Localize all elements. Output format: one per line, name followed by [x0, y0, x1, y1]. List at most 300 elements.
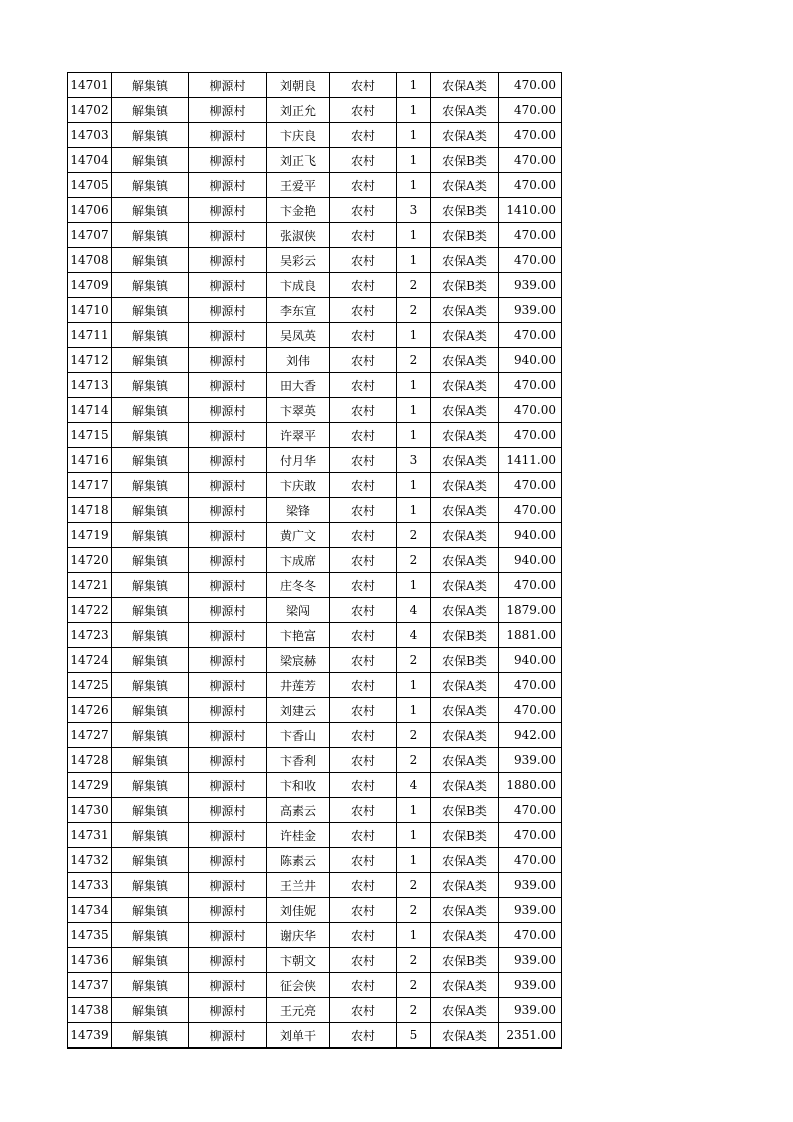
cell-name: 刘单干 [267, 1023, 330, 1049]
cell-id: 14730 [68, 798, 112, 823]
table-row [68, 848, 562, 873]
cell-category: 农村 [330, 248, 397, 273]
cell-category: 农村 [330, 1023, 397, 1049]
cell-type: 农保A类 [431, 723, 499, 748]
table-row [68, 148, 562, 173]
cell-village: 柳源村 [189, 598, 267, 623]
table-row [68, 998, 562, 1023]
cell-amount: 470.00 [499, 398, 562, 423]
cell-count: 1 [397, 498, 431, 523]
cell-type: 农保A类 [431, 398, 499, 423]
table-row [68, 723, 562, 748]
cell-id: 14705 [68, 173, 112, 198]
cell-village: 柳源村 [189, 273, 267, 298]
cell-count: 1 [397, 248, 431, 273]
cell-id: 14733 [68, 873, 112, 898]
cell-village: 柳源村 [189, 523, 267, 548]
cell-name: 卞成良 [267, 273, 330, 298]
cell-count: 1 [397, 123, 431, 148]
table-row [68, 773, 562, 798]
cell-id: 14704 [68, 148, 112, 173]
cell-type: 农保A类 [431, 423, 499, 448]
cell-amount: 1879.00 [499, 598, 562, 623]
cell-name: 卞庆敢 [267, 473, 330, 498]
cell-name: 征会侠 [267, 973, 330, 998]
cell-town: 解集镇 [112, 648, 189, 673]
cell-name: 卞香山 [267, 723, 330, 748]
cell-id: 14725 [68, 673, 112, 698]
benefit-table [67, 72, 562, 1049]
cell-village: 柳源村 [189, 998, 267, 1023]
cell-name: 吴彩云 [267, 248, 330, 273]
cell-amount: 1410.00 [499, 198, 562, 223]
cell-name: 王元亮 [267, 998, 330, 1023]
cell-name: 刘建云 [267, 698, 330, 723]
cell-id: 14738 [68, 998, 112, 1023]
cell-village: 柳源村 [189, 848, 267, 873]
cell-count: 2 [397, 348, 431, 373]
cell-town: 解集镇 [112, 98, 189, 123]
cell-amount: 470.00 [499, 148, 562, 173]
table-row [68, 398, 562, 423]
cell-town: 解集镇 [112, 998, 189, 1023]
cell-category: 农村 [330, 123, 397, 148]
cell-town: 解集镇 [112, 573, 189, 598]
cell-id: 14721 [68, 573, 112, 598]
cell-id: 14735 [68, 923, 112, 948]
cell-village: 柳源村 [189, 298, 267, 323]
cell-type: 农保A类 [431, 598, 499, 623]
cell-category: 农村 [330, 98, 397, 123]
cell-id: 14711 [68, 323, 112, 348]
cell-town: 解集镇 [112, 273, 189, 298]
cell-category: 农村 [330, 923, 397, 948]
cell-count: 2 [397, 723, 431, 748]
cell-count: 1 [397, 673, 431, 698]
cell-id: 14722 [68, 598, 112, 623]
cell-category: 农村 [330, 748, 397, 773]
cell-amount: 470.00 [499, 423, 562, 448]
table-row [68, 223, 562, 248]
cell-town: 解集镇 [112, 498, 189, 523]
cell-type: 农保A类 [431, 348, 499, 373]
cell-amount: 939.00 [499, 948, 562, 973]
cell-count: 1 [397, 423, 431, 448]
cell-category: 农村 [330, 273, 397, 298]
cell-id: 14726 [68, 698, 112, 723]
table-row [68, 98, 562, 123]
table-row [68, 673, 562, 698]
cell-count: 5 [397, 1023, 431, 1049]
cell-count: 2 [397, 298, 431, 323]
cell-village: 柳源村 [189, 798, 267, 823]
cell-town: 解集镇 [112, 598, 189, 623]
cell-name: 卞翠英 [267, 398, 330, 423]
table-row [68, 248, 562, 273]
cell-name: 刘朝良 [267, 73, 330, 98]
cell-amount: 470.00 [499, 223, 562, 248]
cell-name: 王爱平 [267, 173, 330, 198]
cell-category: 农村 [330, 873, 397, 898]
cell-town: 解集镇 [112, 948, 189, 973]
cell-type: 农保A类 [431, 898, 499, 923]
cell-town: 解集镇 [112, 398, 189, 423]
cell-type: 农保B类 [431, 273, 499, 298]
cell-type: 农保A类 [431, 548, 499, 573]
cell-count: 1 [397, 73, 431, 98]
cell-town: 解集镇 [112, 973, 189, 998]
cell-name: 卞艳富 [267, 623, 330, 648]
cell-town: 解集镇 [112, 748, 189, 773]
table-row [68, 898, 562, 923]
cell-amount: 940.00 [499, 348, 562, 373]
cell-village: 柳源村 [189, 723, 267, 748]
cell-name: 王兰井 [267, 873, 330, 898]
cell-type: 农保B类 [431, 223, 499, 248]
table-row [68, 448, 562, 473]
cell-town: 解集镇 [112, 173, 189, 198]
cell-name: 梁宸赫 [267, 648, 330, 673]
cell-id: 14715 [68, 423, 112, 448]
cell-amount: 939.00 [499, 973, 562, 998]
cell-name: 高素云 [267, 798, 330, 823]
cell-count: 1 [397, 798, 431, 823]
cell-town: 解集镇 [112, 73, 189, 98]
cell-amount: 470.00 [499, 373, 562, 398]
cell-count: 4 [397, 598, 431, 623]
cell-town: 解集镇 [112, 798, 189, 823]
cell-town: 解集镇 [112, 898, 189, 923]
cell-count: 2 [397, 973, 431, 998]
cell-town: 解集镇 [112, 698, 189, 723]
cell-count: 3 [397, 448, 431, 473]
cell-town: 解集镇 [112, 773, 189, 798]
cell-type: 农保A类 [431, 1023, 499, 1049]
cell-amount: 940.00 [499, 523, 562, 548]
cell-type: 农保A类 [431, 673, 499, 698]
cell-name: 刘正飞 [267, 148, 330, 173]
cell-type: 农保A类 [431, 473, 499, 498]
cell-village: 柳源村 [189, 773, 267, 798]
cell-amount: 470.00 [499, 248, 562, 273]
cell-amount: 942.00 [499, 723, 562, 748]
cell-name: 卞朝文 [267, 948, 330, 973]
cell-town: 解集镇 [112, 923, 189, 948]
cell-town: 解集镇 [112, 1023, 189, 1049]
cell-type: 农保A类 [431, 923, 499, 948]
table-row [68, 823, 562, 848]
cell-count: 2 [397, 873, 431, 898]
cell-count: 2 [397, 748, 431, 773]
cell-amount: 470.00 [499, 573, 562, 598]
cell-category: 农村 [330, 548, 397, 573]
cell-name: 卞香利 [267, 748, 330, 773]
table-row [68, 198, 562, 223]
cell-id: 14729 [68, 773, 112, 798]
cell-type: 农保A类 [431, 248, 499, 273]
cell-category: 农村 [330, 973, 397, 998]
cell-count: 1 [397, 473, 431, 498]
cell-count: 1 [397, 223, 431, 248]
cell-category: 农村 [330, 698, 397, 723]
cell-type: 农保A类 [431, 298, 499, 323]
cell-count: 1 [397, 698, 431, 723]
cell-name: 庄冬冬 [267, 573, 330, 598]
table-row [68, 1023, 562, 1049]
cell-id: 14706 [68, 198, 112, 223]
cell-id: 14701 [68, 73, 112, 98]
cell-town: 解集镇 [112, 298, 189, 323]
cell-category: 农村 [330, 448, 397, 473]
cell-amount: 470.00 [499, 323, 562, 348]
cell-id: 14703 [68, 123, 112, 148]
cell-village: 柳源村 [189, 548, 267, 573]
cell-town: 解集镇 [112, 673, 189, 698]
cell-village: 柳源村 [189, 123, 267, 148]
cell-id: 14731 [68, 823, 112, 848]
cell-type: 农保A类 [431, 748, 499, 773]
table-row [68, 523, 562, 548]
cell-count: 1 [397, 573, 431, 598]
cell-category: 农村 [330, 723, 397, 748]
cell-id: 14717 [68, 473, 112, 498]
cell-village: 柳源村 [189, 423, 267, 448]
cell-amount: 1881.00 [499, 623, 562, 648]
cell-name: 黄广文 [267, 523, 330, 548]
cell-amount: 940.00 [499, 648, 562, 673]
cell-amount: 940.00 [499, 548, 562, 573]
cell-village: 柳源村 [189, 448, 267, 473]
cell-type: 农保B类 [431, 648, 499, 673]
cell-count: 2 [397, 523, 431, 548]
table-row [68, 423, 562, 448]
cell-town: 解集镇 [112, 198, 189, 223]
cell-town: 解集镇 [112, 423, 189, 448]
cell-village: 柳源村 [189, 223, 267, 248]
cell-name: 刘正允 [267, 98, 330, 123]
cell-name: 刘伟 [267, 348, 330, 373]
table-row [68, 573, 562, 598]
table-row [68, 648, 562, 673]
cell-town: 解集镇 [112, 523, 189, 548]
cell-town: 解集镇 [112, 223, 189, 248]
cell-type: 农保A类 [431, 173, 499, 198]
cell-type: 农保B类 [431, 948, 499, 973]
cell-id: 14712 [68, 348, 112, 373]
cell-village: 柳源村 [189, 73, 267, 98]
cell-category: 农村 [330, 173, 397, 198]
cell-name: 谢庆华 [267, 923, 330, 948]
cell-village: 柳源村 [189, 698, 267, 723]
table-row [68, 598, 562, 623]
cell-count: 2 [397, 898, 431, 923]
cell-town: 解集镇 [112, 373, 189, 398]
cell-village: 柳源村 [189, 823, 267, 848]
table-row [68, 873, 562, 898]
cell-amount: 470.00 [499, 923, 562, 948]
table-row [68, 748, 562, 773]
cell-town: 解集镇 [112, 623, 189, 648]
table-row [68, 948, 562, 973]
cell-count: 4 [397, 773, 431, 798]
cell-id: 14737 [68, 973, 112, 998]
cell-category: 农村 [330, 798, 397, 823]
cell-type: 农保A类 [431, 873, 499, 898]
cell-id: 14739 [68, 1023, 112, 1049]
cell-type: 农保A类 [431, 848, 499, 873]
cell-town: 解集镇 [112, 323, 189, 348]
cell-village: 柳源村 [189, 623, 267, 648]
cell-village: 柳源村 [189, 748, 267, 773]
table-row [68, 273, 562, 298]
table-row [68, 548, 562, 573]
cell-town: 解集镇 [112, 448, 189, 473]
table-row [68, 73, 562, 98]
cell-name: 许翠平 [267, 423, 330, 448]
cell-amount: 470.00 [499, 673, 562, 698]
cell-id: 14727 [68, 723, 112, 748]
cell-amount: 470.00 [499, 173, 562, 198]
table-row [68, 373, 562, 398]
cell-village: 柳源村 [189, 348, 267, 373]
cell-category: 农村 [330, 323, 397, 348]
cell-id: 14734 [68, 898, 112, 923]
cell-category: 农村 [330, 373, 397, 398]
table-row [68, 698, 562, 723]
cell-type: 农保A类 [431, 73, 499, 98]
cell-type: 农保A类 [431, 448, 499, 473]
table-row [68, 798, 562, 823]
cell-village: 柳源村 [189, 673, 267, 698]
cell-category: 农村 [330, 223, 397, 248]
cell-count: 1 [397, 323, 431, 348]
cell-count: 2 [397, 998, 431, 1023]
cell-type: 农保A类 [431, 698, 499, 723]
table-row [68, 498, 562, 523]
cell-id: 14709 [68, 273, 112, 298]
cell-count: 1 [397, 923, 431, 948]
cell-type: 农保B类 [431, 623, 499, 648]
cell-amount: 470.00 [499, 798, 562, 823]
cell-amount: 470.00 [499, 848, 562, 873]
cell-village: 柳源村 [189, 923, 267, 948]
table-row [68, 123, 562, 148]
table-row [68, 473, 562, 498]
cell-name: 梁闯 [267, 598, 330, 623]
cell-town: 解集镇 [112, 873, 189, 898]
cell-category: 农村 [330, 598, 397, 623]
cell-name: 许桂金 [267, 823, 330, 848]
cell-name: 田大香 [267, 373, 330, 398]
cell-id: 14720 [68, 548, 112, 573]
cell-category: 农村 [330, 998, 397, 1023]
cell-town: 解集镇 [112, 123, 189, 148]
cell-id: 14707 [68, 223, 112, 248]
cell-type: 农保A类 [431, 123, 499, 148]
cell-type: 农保A类 [431, 523, 499, 548]
table-row [68, 173, 562, 198]
cell-type: 农保A类 [431, 373, 499, 398]
cell-amount: 2351.00 [499, 1023, 562, 1049]
cell-type: 农保A类 [431, 998, 499, 1023]
cell-village: 柳源村 [189, 873, 267, 898]
cell-count: 2 [397, 548, 431, 573]
cell-amount: 939.00 [499, 748, 562, 773]
cell-amount: 470.00 [499, 698, 562, 723]
cell-category: 农村 [330, 298, 397, 323]
cell-town: 解集镇 [112, 148, 189, 173]
cell-category: 农村 [330, 773, 397, 798]
cell-amount: 470.00 [499, 123, 562, 148]
cell-count: 1 [397, 173, 431, 198]
cell-amount: 939.00 [499, 298, 562, 323]
cell-type: 农保A类 [431, 498, 499, 523]
cell-village: 柳源村 [189, 648, 267, 673]
cell-village: 柳源村 [189, 398, 267, 423]
cell-village: 柳源村 [189, 198, 267, 223]
cell-count: 1 [397, 148, 431, 173]
cell-id: 14702 [68, 98, 112, 123]
cell-village: 柳源村 [189, 1023, 267, 1049]
cell-village: 柳源村 [189, 473, 267, 498]
cell-town: 解集镇 [112, 723, 189, 748]
cell-category: 农村 [330, 848, 397, 873]
cell-village: 柳源村 [189, 498, 267, 523]
cell-type: 农保A类 [431, 98, 499, 123]
cell-name: 付月华 [267, 448, 330, 473]
cell-id: 14728 [68, 748, 112, 773]
cell-category: 农村 [330, 398, 397, 423]
cell-category: 农村 [330, 148, 397, 173]
cell-village: 柳源村 [189, 948, 267, 973]
cell-town: 解集镇 [112, 248, 189, 273]
table-row [68, 623, 562, 648]
table-row [68, 348, 562, 373]
cell-category: 农村 [330, 473, 397, 498]
cell-id: 14719 [68, 523, 112, 548]
cell-town: 解集镇 [112, 473, 189, 498]
cell-name: 卞和收 [267, 773, 330, 798]
cell-id: 14724 [68, 648, 112, 673]
cell-id: 14708 [68, 248, 112, 273]
cell-village: 柳源村 [189, 973, 267, 998]
cell-village: 柳源村 [189, 148, 267, 173]
cell-category: 农村 [330, 898, 397, 923]
cell-count: 1 [397, 98, 431, 123]
cell-type: 农保B类 [431, 148, 499, 173]
cell-name: 卞金艳 [267, 198, 330, 223]
cell-amount: 1411.00 [499, 448, 562, 473]
cell-count: 4 [397, 623, 431, 648]
cell-category: 农村 [330, 623, 397, 648]
cell-category: 农村 [330, 648, 397, 673]
cell-name: 李东宣 [267, 298, 330, 323]
cell-id: 14710 [68, 298, 112, 323]
cell-category: 农村 [330, 948, 397, 973]
cell-amount: 939.00 [499, 998, 562, 1023]
cell-name: 张淑侠 [267, 223, 330, 248]
cell-type: 农保A类 [431, 973, 499, 998]
cell-name: 吴凤英 [267, 323, 330, 348]
cell-name: 陈素云 [267, 848, 330, 873]
cell-count: 3 [397, 198, 431, 223]
cell-village: 柳源村 [189, 573, 267, 598]
cell-category: 农村 [330, 348, 397, 373]
cell-count: 2 [397, 273, 431, 298]
cell-id: 14716 [68, 448, 112, 473]
cell-category: 农村 [330, 823, 397, 848]
cell-name: 卞成席 [267, 548, 330, 573]
